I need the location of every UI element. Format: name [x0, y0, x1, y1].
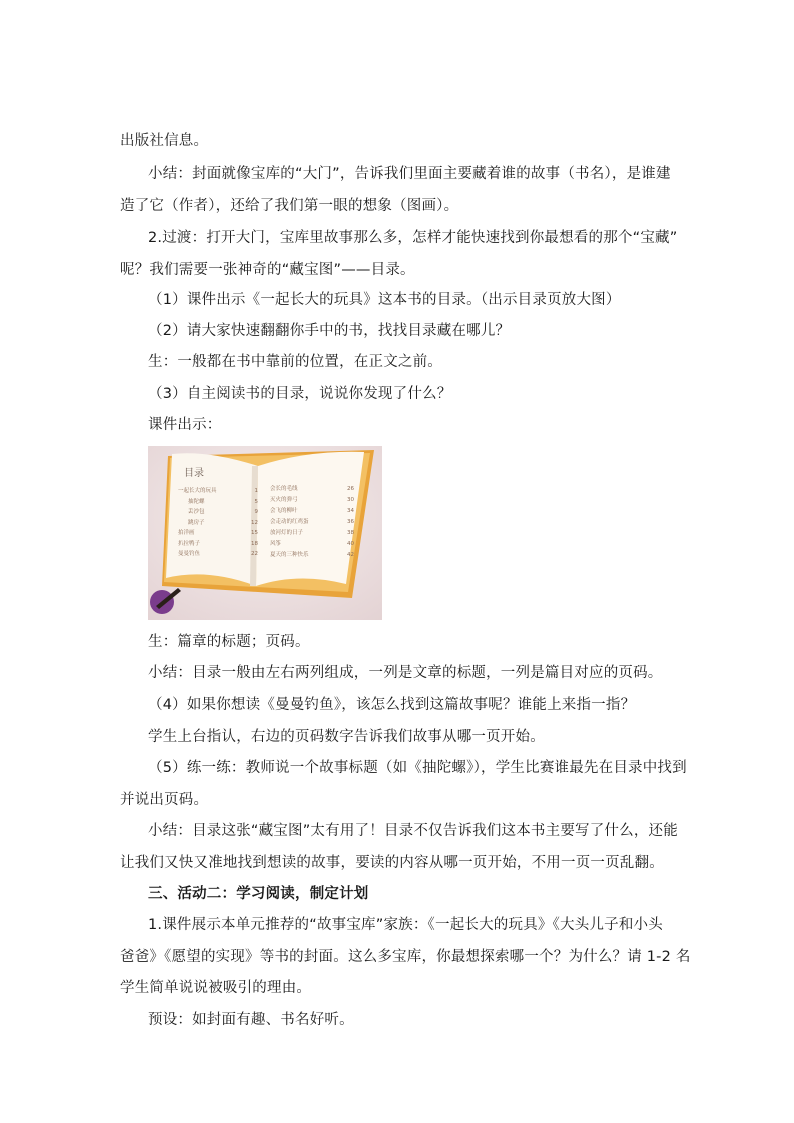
contents-entry: 丢沙包 9 — [188, 509, 258, 515]
text-line: 生：篇章的标题；页码。 — [148, 634, 310, 650]
text-line: 让我们又快又准地找到想读的故事，要读的内容从哪一页开始，不用一页一页乱翻。 — [120, 855, 664, 871]
text-line: 爸爸》《愿望的实现》等书的封面。这么多宝库，你最想探索哪一个？为什么？请 1-2 名 — [120, 949, 691, 965]
right-contents-list — [270, 484, 354, 561]
contents-entry: 风筝 40 — [270, 541, 354, 547]
contents-entry: 放河灯的日子 38 — [270, 530, 354, 536]
text-line: 小结：目录这张“藏宝图”太有用了！目录不仅告诉我们这本书主要写了什么，还能 — [148, 823, 678, 839]
text-line: （3）自主阅读书的目录，说说你发现了什么？ — [148, 386, 452, 402]
contents-entry: 拍洋画 15 — [178, 530, 258, 536]
text-line: （5）练一练：教师说一个故事标题（如《抽陀螺》），学生比赛谁最先在目录中找到 — [148, 760, 687, 776]
text-line: 造了它（作者），还给了我们第一眼的想象（图画）。 — [120, 198, 459, 214]
contents-entry: 抽陀螺 5 — [188, 498, 258, 505]
text-line: 并说出页码。 — [120, 792, 209, 808]
text-line: （4）如果你想读《曼曼钓鱼》，该怎么找到这篇故事呢？谁能上来指一指？ — [148, 697, 636, 713]
contents-entry: 一起长大的玩具 1 — [178, 488, 258, 494]
text-line: 小结：封面就像宝库的“大门”，告诉我们里面主要藏着谁的故事（书名），是谁建 — [148, 166, 671, 182]
book-contents-image — [148, 446, 382, 620]
contents-entry: 跳房子 12 — [188, 519, 258, 526]
contents-entry: 灭火的弹弓 30 — [270, 497, 354, 503]
text-line: 生：一般都在书中靠前的位置，在正文之前。 — [148, 354, 442, 370]
text-line: （2）请大家快速翻翻你手中的书，找找目录藏在哪儿？ — [148, 323, 511, 339]
left-contents-list — [178, 486, 258, 560]
contents-entry: 曼曼钓鱼 22 — [178, 551, 258, 557]
text-line: 呢？我们需要一张神奇的“藏宝图”——目录。 — [120, 262, 415, 278]
contents-entry: 会走动的红鸡蛋 36 — [270, 519, 354, 525]
contents-entry: 会飞的柳叶 34 — [270, 508, 354, 514]
text-line: 1.课件展示本单元推荐的“故事宝库”家族：《一起长大的玩具》《大头儿子和小头 — [148, 917, 663, 933]
contents-entry: 会长的毛线 26 — [270, 486, 354, 492]
text-line: 学生上台指认，右边的页码数字告诉我们故事从哪一页开始。 — [148, 729, 545, 745]
contents-heading: 目录 — [184, 468, 204, 479]
text-line: 课件出示： — [148, 417, 222, 433]
text-line: （1）课件出示《一起长大的玩具》这本书的目录。（出示目录页放大图） — [148, 292, 621, 308]
contents-entry: 扒拉鸭子 18 — [178, 540, 258, 547]
text-line: 小结：目录一般由左右两列组成，一列是文章的标题，一列是篇目对应的页码。 — [148, 665, 663, 681]
contents-entry: 夏天的三种快乐 42 — [270, 552, 354, 558]
text-line: 学生简单说说被吸引的理由。 — [120, 980, 312, 996]
text-line: 2.过渡：打开大门，宝库里故事那么多，怎样才能快速找到你最想看的那个“宝藏” — [148, 230, 678, 246]
text-line: 预设：如封面有趣、书名好听。 — [148, 1012, 354, 1028]
section-heading: 三、活动二：学习阅读，制定计划 — [148, 886, 369, 902]
text-line: 出版社信息。 — [120, 133, 209, 149]
